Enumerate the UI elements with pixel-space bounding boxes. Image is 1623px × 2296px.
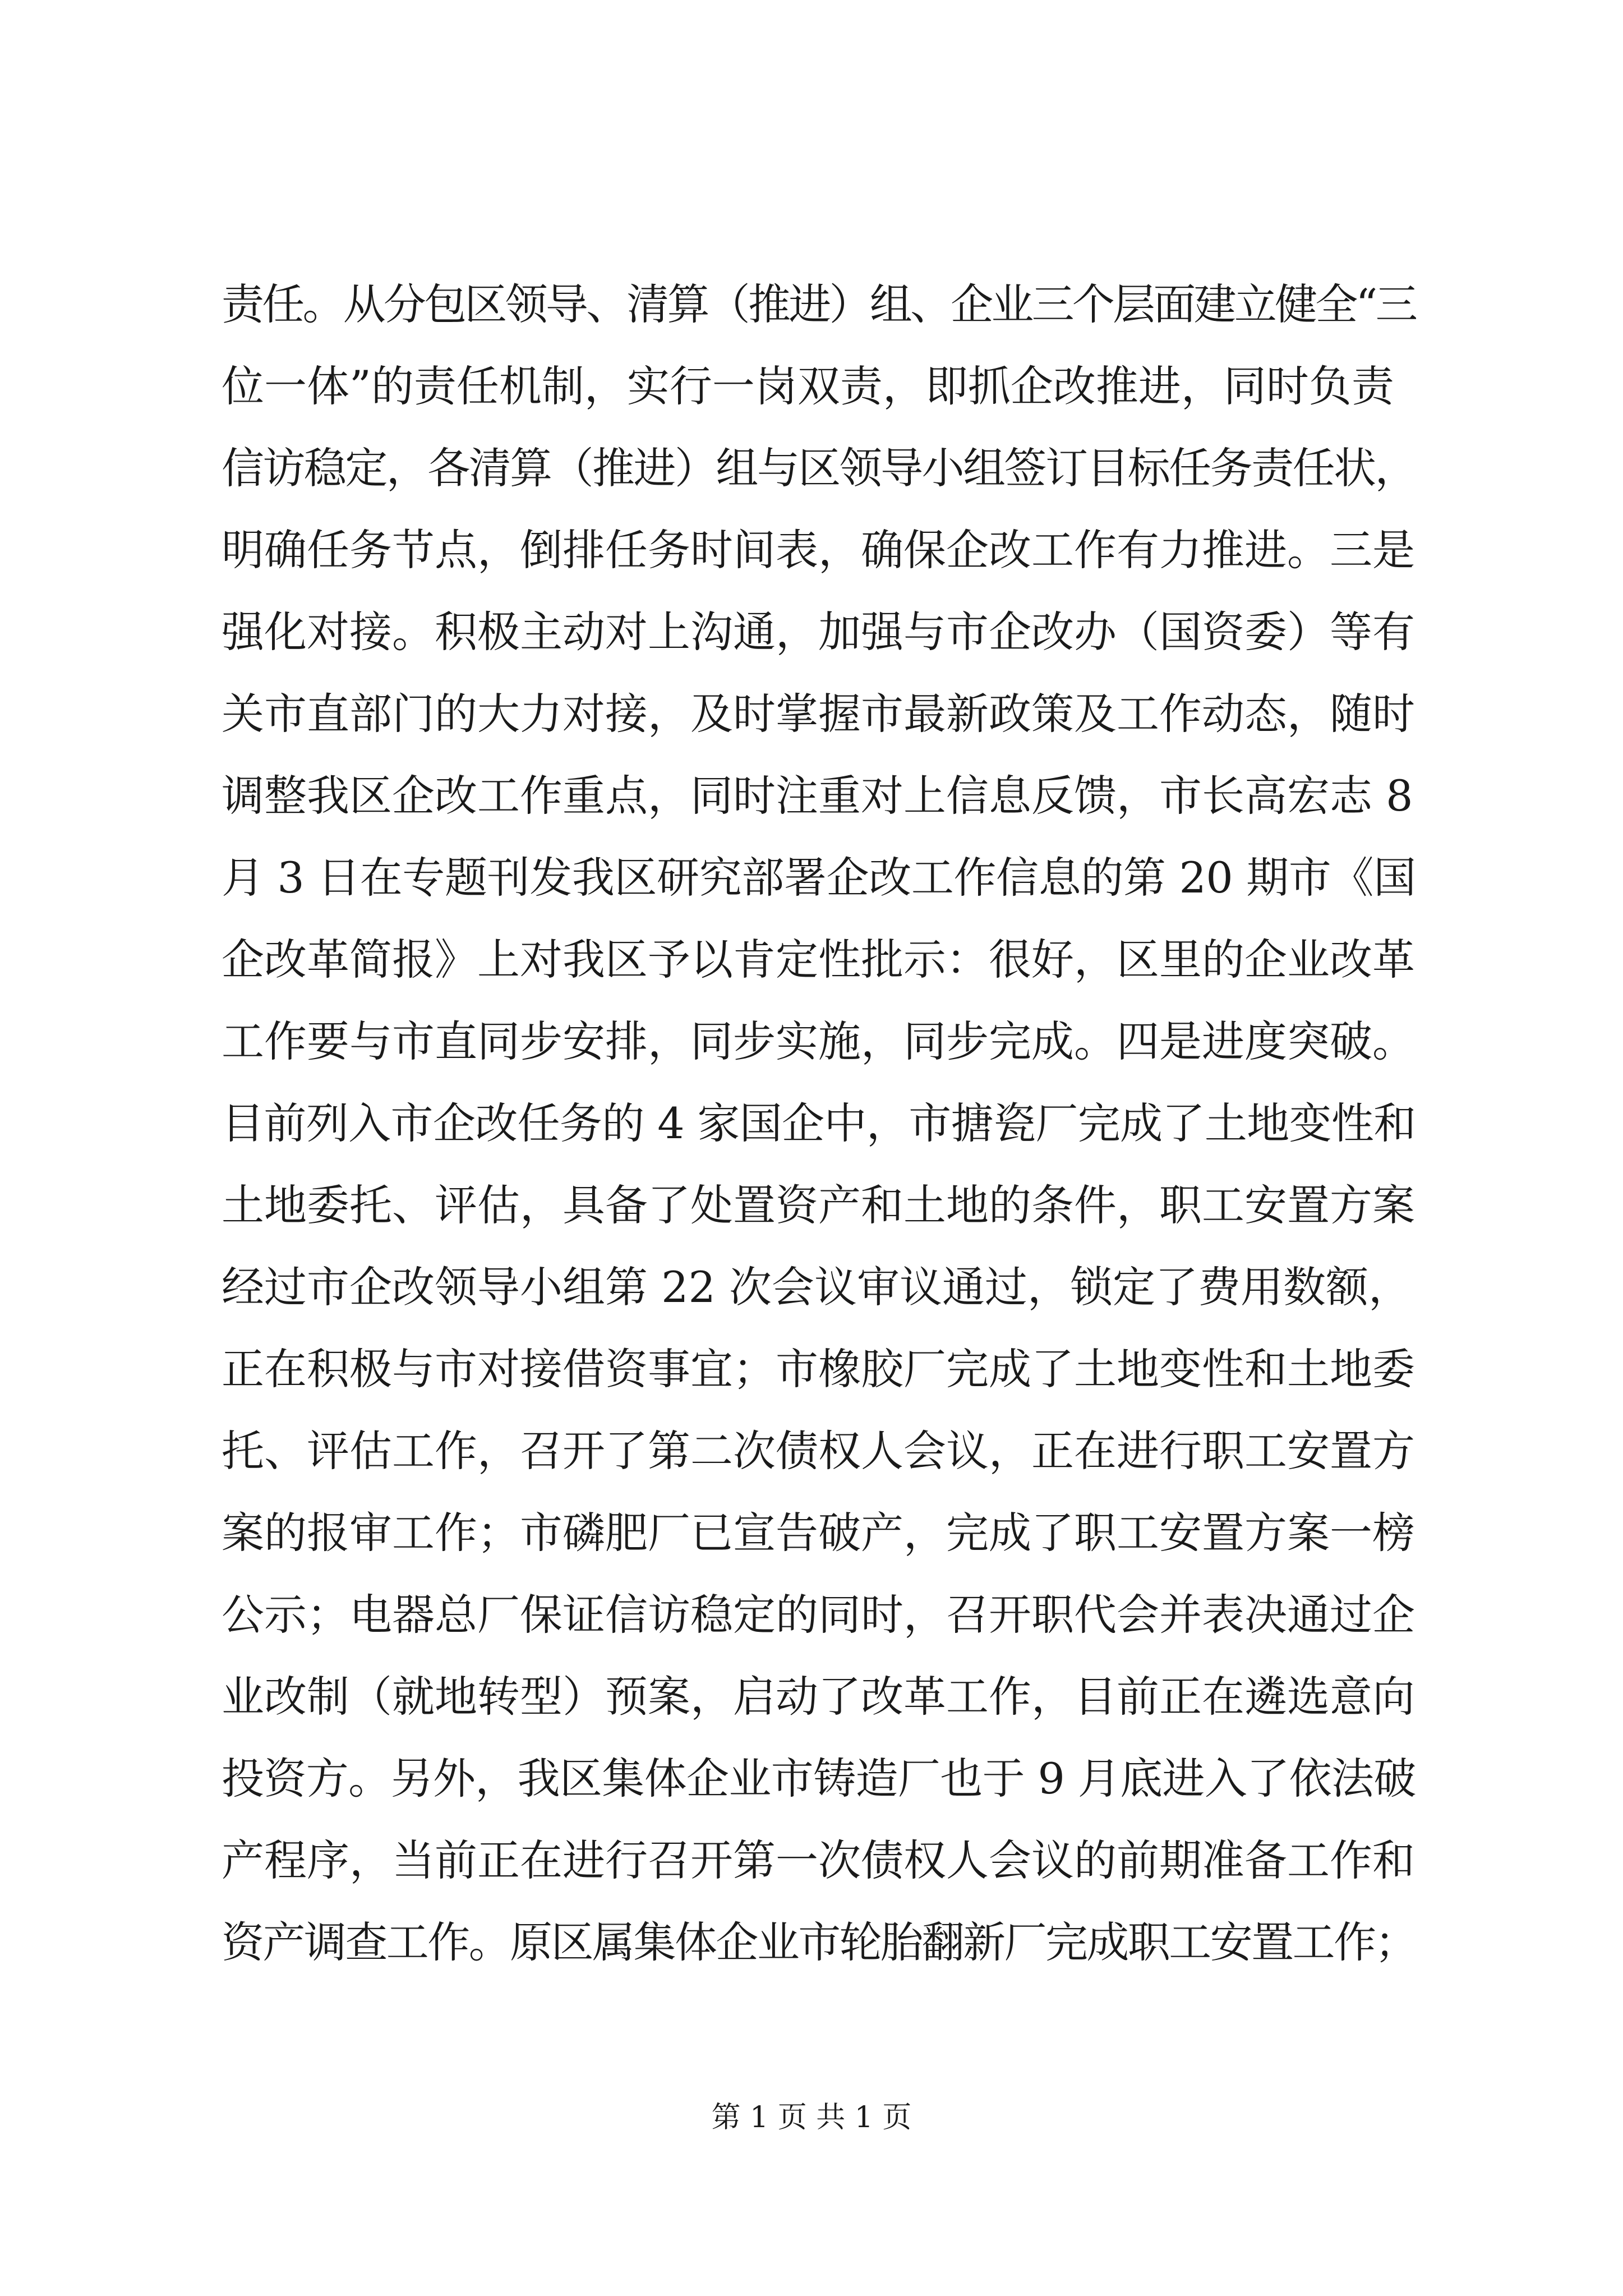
text-line: 关市直部门的大力对接，及时掌握市最新政策及工作动态，随时 xyxy=(222,689,1415,739)
text-line: 明确任务节点，倒排任务时间表，确保企改工作有力推进。三是 xyxy=(222,525,1415,575)
text-line: 目前列入市企改任务的 4 家国企中，市搪瓷厂完成了土地变性和 xyxy=(222,1098,1416,1148)
page-footer: 第 1 页 共 1 页 xyxy=(711,2101,912,2134)
text-line: 公示；电器总厂保证信访稳定的同时，召开职代会并表决通过企 xyxy=(222,1590,1415,1640)
text-line: 强化对接。积极主动对上沟通，加强与市企改办（国资委）等有 xyxy=(222,607,1415,657)
text-line: 信访稳定，各清算（推进）组与区领导小组签订目标任务责任状， xyxy=(222,443,1416,493)
text-line: 月 3 日在专题刊发我区研究部署企改工作信息的第 20 期市《国 xyxy=(222,853,1416,903)
text-line: 土地委托、评估，具备了处置资产和土地的条件，职工安置方案 xyxy=(222,1180,1415,1230)
text-line: 责任。从分包区领导、清算（推进）组、企业三个层面建立健全“三 xyxy=(222,279,1416,329)
text-line: 资产调查工作。原区属集体企业市轮胎翻新厂完成职工安置工作； xyxy=(222,1917,1416,1967)
text-line: 产程序，当前正在进行召开第一次债权人会议的前期准备工作和 xyxy=(222,1835,1415,1885)
text-line: 业改制（就地转型）预案，启动了改革工作，目前正在遴选意向 xyxy=(222,1672,1415,1722)
text-line: 企改革简报》上对我区予以肯定性批示：很好，区里的企业改革 xyxy=(222,935,1415,984)
text-line: 工作要与市直同步安排，同步实施，同步完成。四是进度突破。 xyxy=(222,1016,1415,1066)
text-line: 位一体”的责任机制，实行一岗双责，即抓企改推进，同时负责 xyxy=(222,361,1394,411)
text-line: 投资方。另外，我区集体企业市铸造厂也于 9 月底进入了依法破 xyxy=(222,1754,1416,1803)
text-line: 经过市企改领导小组第 22 次会议审议通过，锁定了费用数额， xyxy=(222,1262,1412,1312)
text-line: 托、评估工作，召开了第二次债权人会议，正在进行职工安置方 xyxy=(222,1426,1415,1476)
text-line: 调整我区企改工作重点，同时注重对上信息反馈，市长高宏志 8 xyxy=(222,771,1413,821)
text-line: 正在积极与市对接借资事宜；市橡胶厂完成了土地变性和土地委 xyxy=(222,1344,1415,1394)
text-line: 案的报审工作；市磷肥厂已宣告破产，完成了职工安置方案一榜 xyxy=(222,1508,1415,1558)
body-text xyxy=(222,264,1416,1984)
